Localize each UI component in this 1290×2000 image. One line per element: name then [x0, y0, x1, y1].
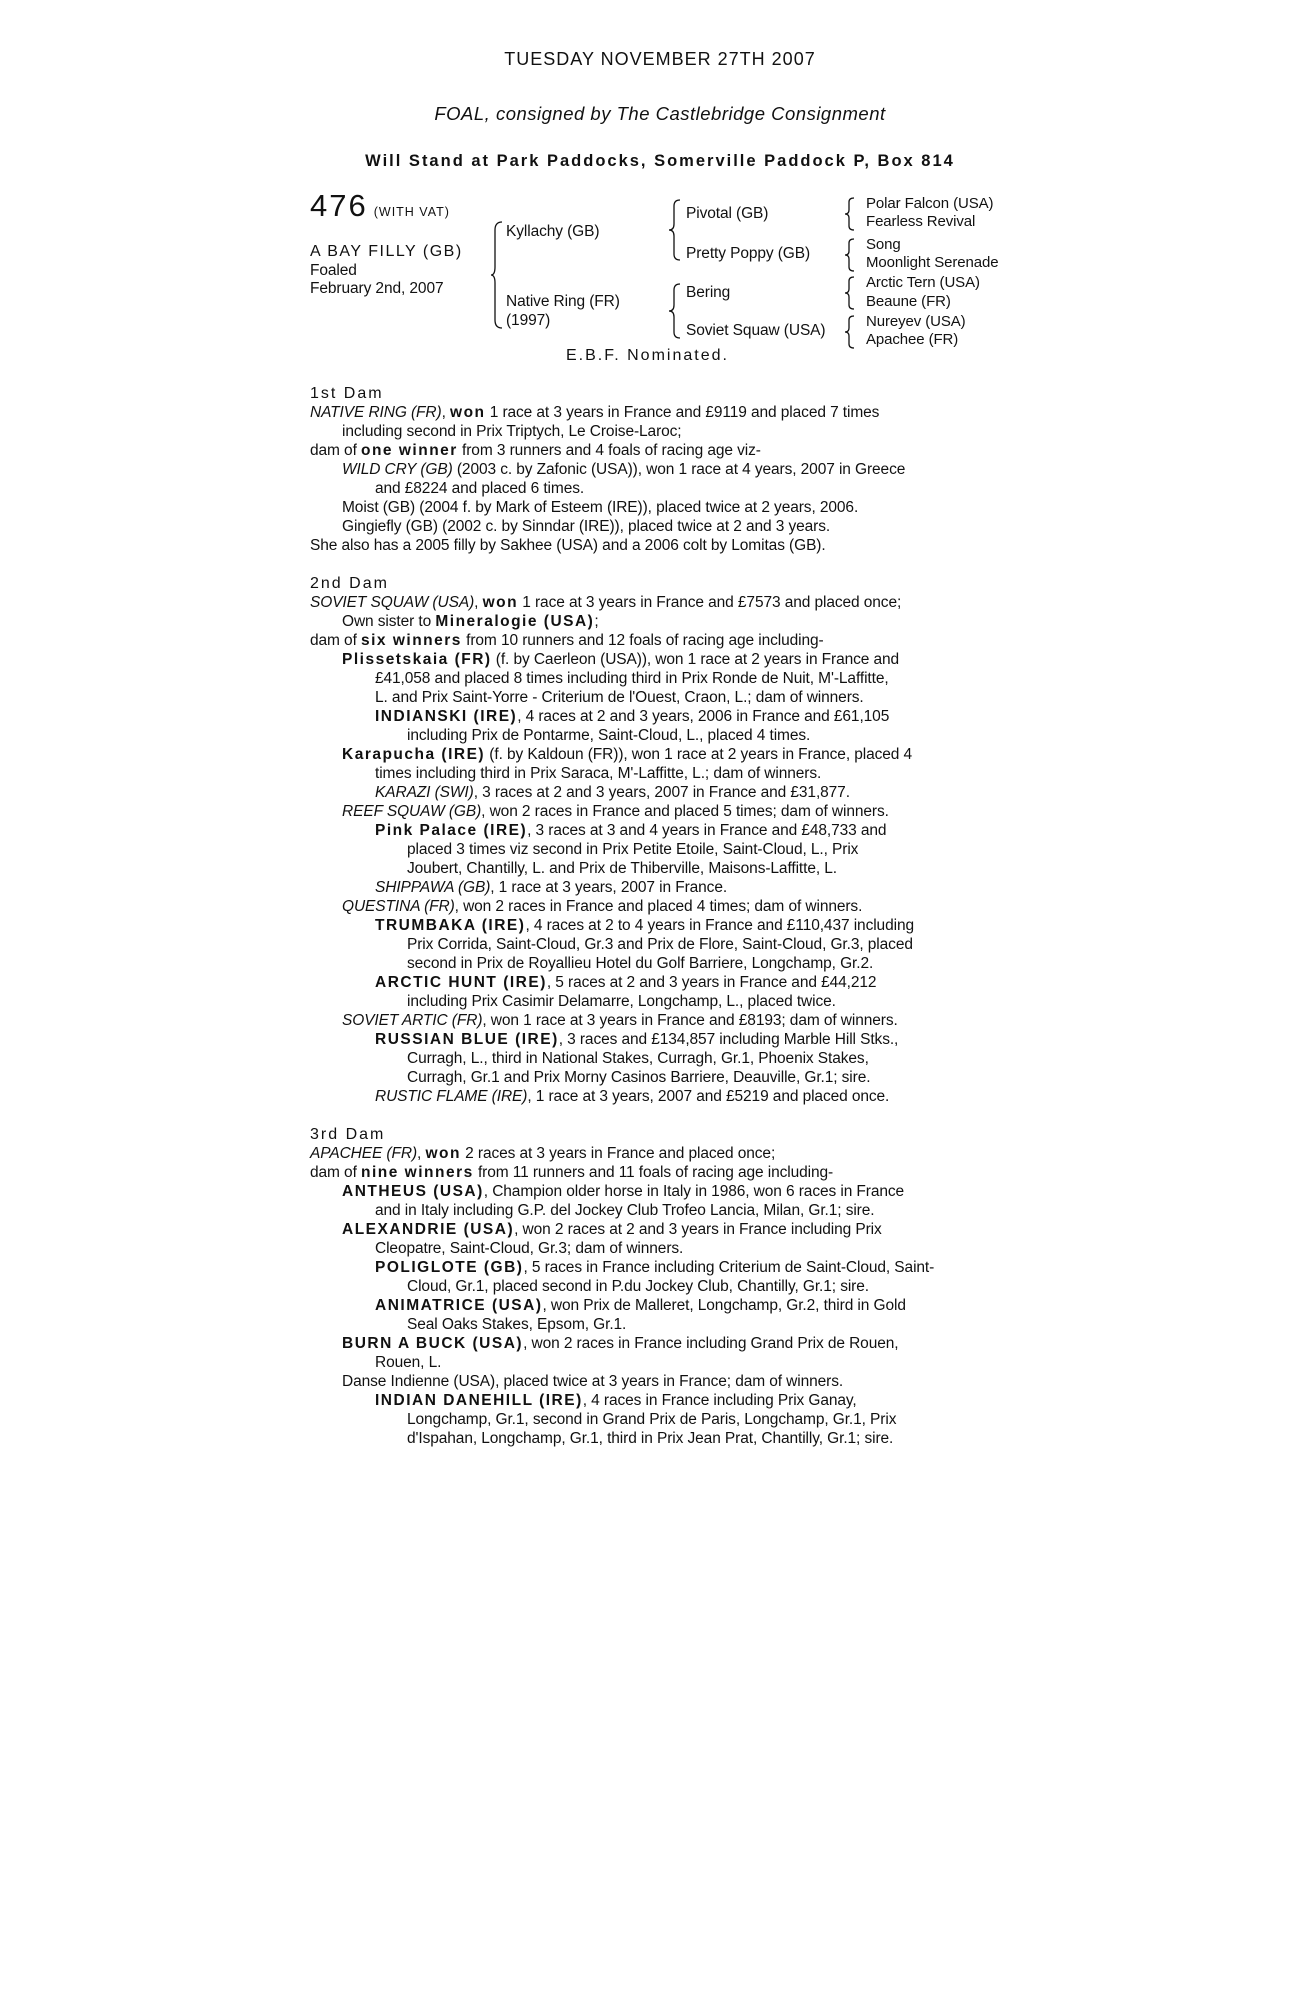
pedigree-sire-sire: Pivotal (GB) [686, 205, 769, 222]
pedigree-brace-g1 [844, 196, 856, 232]
text-line: Rouen, L. [375, 1354, 442, 1371]
pedigree-g7: Nureyev (USA) [866, 313, 966, 330]
text-line: Danse Indienne (USA), placed twice at 3 years in France; dam of winners. [342, 1373, 844, 1390]
text-line: WILD CRY (GB) (2003 c. by Zafonic (USA)), won 1 race at 4 years, 2007 in Greece [342, 461, 906, 478]
text-line: Cloud, Gr.1, placed second in P.du Jockey Club, Chantilly, Gr.1; sire. [407, 1278, 869, 1295]
foaled-label: Foaled [310, 262, 357, 279]
text-line: ANIMATRICE (USA), won Prix de Malleret, Longchamp, Gr.2, third in Gold [375, 1297, 906, 1314]
text-line: ANTHEUS (USA), Champion older horse in Italy in 1986, won 6 races in France [342, 1183, 905, 1200]
pedigree-g6: Beaune (FR) [866, 293, 951, 310]
pedigree-brace-main [490, 220, 504, 330]
text-line: POLIGLOTE (GB), 5 races in France including Criterium de Saint-Cloud, Saint- [375, 1259, 935, 1276]
text-line: Pink Palace (IRE), 3 races at 3 and 4 years in France and £48,733 and [375, 822, 887, 839]
horse-name: A BAY FILLY (GB) [310, 243, 463, 260]
pedigree-brace-g4 [844, 314, 856, 350]
text-line: including Prix Casimir Delamarre, Longchamp, L., placed twice. [407, 993, 836, 1010]
pedigree-g5: Arctic Tern (USA) [866, 274, 980, 291]
text-line: INDIAN DANEHILL (IRE), 4 races in France including Prix Ganay, [375, 1392, 857, 1409]
text-line: Moist (GB) (2004 f. by Mark of Esteem (IRE)), placed twice at 2 years, 2006. [342, 499, 859, 516]
text-line: dam of nine winners from 11 runners and 11 foals of racing age including- [310, 1164, 834, 1181]
text-line: QUESTINA (FR), won 2 races in France and placed 4 times; dam of winners. [342, 898, 863, 915]
text-line: SOVIET ARTIC (FR), won 1 race at 3 years in France and £8193; dam of winners. [342, 1012, 898, 1029]
pedigree-dam-sire: Bering [686, 284, 731, 301]
ebf-nominated: E.B.F. Nominated. [566, 347, 729, 364]
lot-number: 476 [310, 188, 368, 223]
text-line: Longchamp, Gr.1, second in Grand Prix de Paris, Longchamp, Gr.1, Prix [407, 1411, 897, 1428]
third-dam-title: 3rd Dam [310, 1126, 386, 1143]
pedigree-g3: Song [866, 236, 901, 253]
text-line: second in Prix de Royallieu Hotel du Golf Barriere, Longchamp, Gr.2. [407, 955, 874, 972]
text-line: Joubert, Chantilly, L. and Prix de Thiberville, Maisons-Laffitte, L. [407, 860, 838, 877]
sale-date-header: TUESDAY NOVEMBER 27TH 2007 [504, 49, 816, 69]
text-line: and £8224 and placed 6 times. [375, 480, 585, 497]
text-line: placed 3 times viz second in Prix Petite Etoile, Saint-Cloud, L., Prix [407, 841, 859, 858]
pedigree-dam: Native Ring (FR) [506, 293, 620, 310]
text-line: including second in Prix Triptych, Le Croise-Laroc; [342, 423, 682, 440]
pedigree-sire-dam: Pretty Poppy (GB) [686, 245, 811, 262]
dam-history [310, 384, 1010, 1448]
text-line: Prix Corrida, Saint-Cloud, Gr.3 and Prix de Flore, Saint-Cloud, Gr.3, placed [407, 936, 913, 953]
text-line: NATIVE RING (FR), won 1 race at 3 years in France and £9119 and placed 7 times [310, 404, 880, 421]
pedigree-dam-dam: Soviet Squaw (USA) [686, 322, 826, 339]
pedigree-g1: Polar Falcon (USA) [866, 195, 994, 212]
text-line: REEF SQUAW (GB), won 2 races in France and placed 5 times; dam of winners. [342, 803, 889, 820]
text-line: TRUMBAKA (IRE), 4 races at 2 to 4 years in France and £110,437 including [375, 917, 914, 934]
pedigree-brace-g2 [844, 237, 856, 273]
text-line: times including third in Prix Saraca, M'-Laffitte, L.; dam of winners. [375, 765, 822, 782]
vat-note: (WITH VAT) [373, 205, 450, 219]
lot-heading [310, 188, 450, 223]
text-line: RUSTIC FLAME (IRE), 1 race at 3 years, 2007 and £5219 and placed once. [375, 1088, 890, 1105]
text-line: SHIPPAWA (GB), 1 race at 3 years, 2007 in France. [375, 879, 728, 896]
text-line: Curragh, L., third in National Stakes, Curragh, Gr.1, Phoenix Stakes, [407, 1050, 869, 1067]
text-line: APACHEE (FR), won 2 races at 3 years in France and placed once; [310, 1145, 776, 1162]
text-line: ARCTIC HUNT (IRE), 5 races at 2 and 3 years in France and £44,212 [375, 974, 877, 991]
second-dam-title: 2nd Dam [310, 575, 389, 592]
consignment-line: FOAL, consigned by The Castlebridge Consignment [434, 103, 886, 124]
stand-location: Will Stand at Park Paddocks, Somerville Paddock P, Box 814 [365, 152, 955, 170]
text-line: and in Italy including G.P. del Jockey Club Trofeo Lancia, Milan, Gr.1; sire. [375, 1202, 875, 1219]
pedigree-g8: Apachee (FR) [866, 331, 959, 348]
text-line: £41,058 and placed 8 times including third in Prix Ronde de Nuit, M'-Laffitte, [375, 670, 889, 687]
text-line: Karapucha (IRE) (f. by Kaldoun (FR)), won 1 race at 2 years in France, placed 4 [342, 746, 913, 763]
text-line: L. and Prix Saint-Yorre - Criterium de l'Ouest, Craon, L.; dam of winners. [375, 689, 864, 706]
text-line: INDIANSKI (IRE), 4 races at 2 and 3 years, 2006 in France and £61,105 [375, 708, 890, 725]
text-line: dam of one winner from 3 runners and 4 foals of racing age viz- [310, 442, 761, 459]
pedigree-g4: Moonlight Serenade [866, 254, 999, 271]
text-line: She also has a 2005 filly by Sakhee (USA) and a 2006 colt by Lomitas (GB). [310, 537, 826, 554]
pedigree-sire: Kyllachy (GB) [506, 223, 600, 240]
text-line: Gingiefly (GB) (2002 c. by Sinndar (IRE)), placed twice at 2 and 3 years. [342, 518, 831, 535]
text-line: KARAZI (SWI), 3 races at 2 and 3 years, 2007 in France and £31,877. [375, 784, 850, 801]
text-line: BURN A BUCK (USA), won 2 races in France including Grand Prix de Rouen, [342, 1335, 899, 1352]
text-line: Seal Oaks Stakes, Epsom, Gr.1. [407, 1316, 627, 1333]
text-line: RUSSIAN BLUE (IRE), 3 races and £134,857 including Marble Hill Stks., [375, 1031, 899, 1048]
text-line: Own sister to Mineralogie (USA); [342, 613, 599, 630]
pedigree-brace-sire [668, 198, 682, 262]
pedigree-g2: Fearless Revival [866, 213, 976, 230]
text-line: d'Ispahan, Longchamp, Gr.1, third in Prix Jean Prat, Chantilly, Gr.1; sire. [407, 1430, 894, 1447]
foaled-date: February 2nd, 2007 [310, 280, 444, 297]
pedigree-dam-year: (1997) [506, 312, 551, 329]
text-line: including Prix de Pontarme, Saint-Cloud, L., placed 4 times. [407, 727, 811, 744]
text-line: ALEXANDRIE (USA), won 2 races at 2 and 3 years in France including Prix [342, 1221, 882, 1238]
text-line: Cleopatre, Saint-Cloud, Gr.3; dam of winners. [375, 1240, 684, 1257]
text-line: SOVIET SQUAW (USA), won 1 race at 3 years in France and £7573 and placed once; [310, 594, 902, 611]
text-line: dam of six winners from 10 runners and 12 foals of racing age including- [310, 632, 824, 649]
pedigree-brace-g3 [844, 275, 856, 311]
pedigree-brace-dam [668, 282, 682, 340]
first-dam-title: 1st Dam [310, 385, 384, 402]
text-line: Plissetskaia (FR) (f. by Caerleon (USA)), won 1 race at 2 years in France and [342, 651, 900, 668]
text-line: Curragh, Gr.1 and Prix Morny Casinos Barriere, Deauville, Gr.1; sire. [407, 1069, 871, 1086]
